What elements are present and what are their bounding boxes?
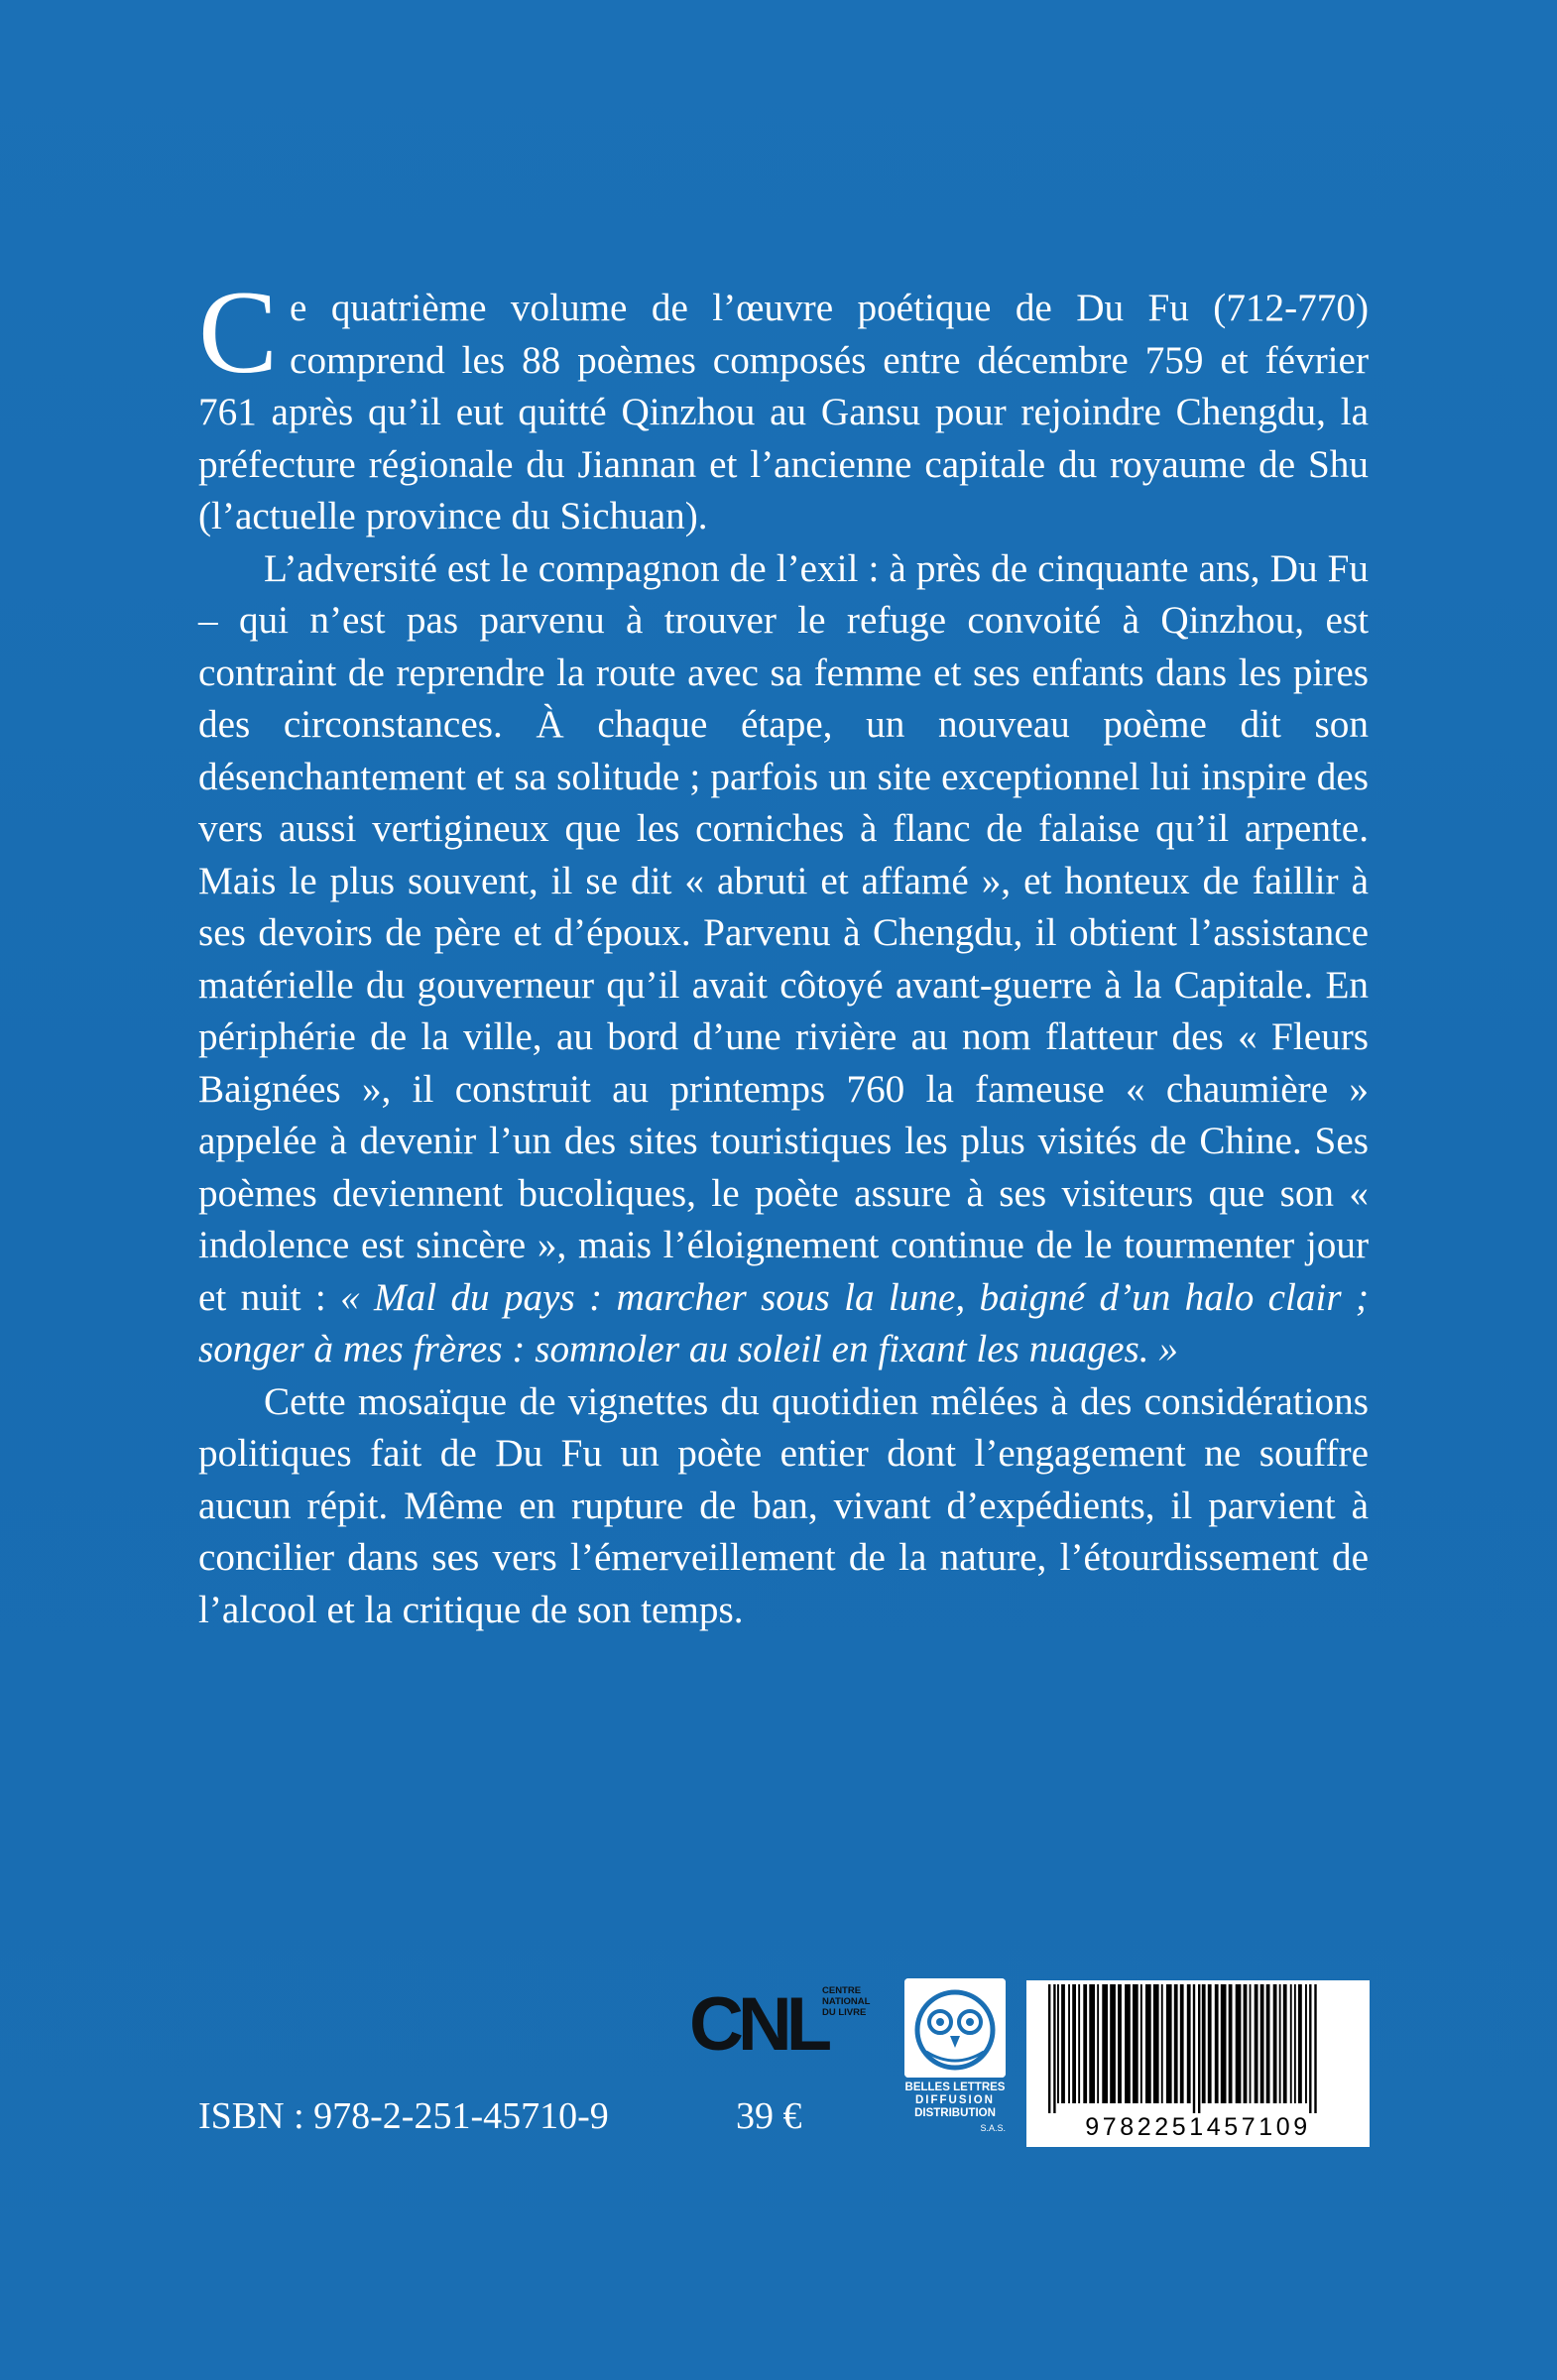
- publisher-line: DISTRIBUTION: [914, 2107, 996, 2119]
- publisher-logo: [904, 1978, 1006, 2142]
- barcode-number: 9782251457109: [1085, 2113, 1311, 2141]
- paragraph-2: [198, 543, 1369, 1376]
- paragraph-1-text: e quatrième volume de l’œuvre poétique de Du Fu (712-770) comprend les 88 poèmes composés entre décembre 759 et février 761 après qu’il eut quitté Qinzhou au Gansu pour rejoindre Chengdu, la préfecture régionale du Jiannan et l’ancienne capitale du royaume de Shu (l’actuelle province du Sichuan).: [198, 287, 1369, 537]
- publisher-sas: S.A.S.: [980, 2123, 1006, 2133]
- drop-cap: C: [198, 266, 279, 398]
- price: 39 €: [736, 2095, 802, 2137]
- publisher-logo-text: [904, 2082, 1006, 2135]
- cnl-caption-line: DU LIVRE: [822, 2007, 867, 2018]
- cnl-logo-caption: [822, 1985, 882, 2018]
- cnl-logo-letters: CNL: [689, 1982, 827, 2067]
- barcode-bars: [1026, 1980, 1370, 2113]
- owl-emblem-icon: [904, 1978, 1006, 2078]
- poem-quote: « Mal du pays : marcher sous la lune, baigné d’un halo clair ; songer à mes frères : somnoler au soleil en fixant les nuages. »: [198, 1275, 1369, 1370]
- isbn: ISBN : 978-2-251-45710-9: [198, 2095, 609, 2137]
- cnl-logo: [689, 1975, 871, 2075]
- paragraph-1: [198, 266, 1369, 543]
- publisher-line: BELLES LETTRES: [904, 2082, 1006, 2093]
- blurb-text: [198, 266, 1369, 1636]
- barcode: [1026, 1980, 1370, 2147]
- cnl-caption-line: CENTRE: [822, 1985, 862, 1996]
- cnl-caption-line: NATIONAL: [822, 1996, 871, 2007]
- publisher-line: DIFFUSION: [915, 2094, 995, 2106]
- paragraph-3: Cette mosaïque de vignettes du quotidien mêlées à des considérations politiques fait de Du Fu un poète entier dont l’engagement ne souffre aucun répit. Même en rupture de ban, vivant d’expédients, il parvient à concilier dans ses vers l’émerveillement de la nature, l’étourdissement de l’alcool et la critique de son temps.: [198, 1379, 1369, 1631]
- paragraph-2-text: L’adversité est le compagnon de l’exil : à près de cinquante ans, Du Fu – qui n’est pas parvenu à trouver le refuge convoité à Qinzhou, est contraint de reprendre la route avec sa femme et ses enfants dans les pires des circonstances. À chaque étape, un nouveau poème dit son désenchantement et sa solitude ; parfois un site exceptionnel lui inspire des vers aussi vertigineux que les corniches à flanc de falaise qu’il arpente. Mais le plus souvent, il se dit « abruti et affamé », et honteux de faillir à ses devoirs de père et d’époux. Parvenu à Chengdu, il obtient l’assistance matérielle du gouverneur qu’il avait côtoyé avant-guerre à la Capitale. En périphérie de la ville, au bord d’une rivière au nom flatteur des « Fleurs Baignées », il construit au printemps 760 la fameuse « chaumière » appelée à devenir l’un des sites touristiques les plus visités de Chine. Ses poèmes deviennent bucoliques, le poète assure à ses visiteurs que son « indolence est sincère », mais l’éloignement continue de le tourmenter jour et nuit :: [198, 546, 1369, 1319]
